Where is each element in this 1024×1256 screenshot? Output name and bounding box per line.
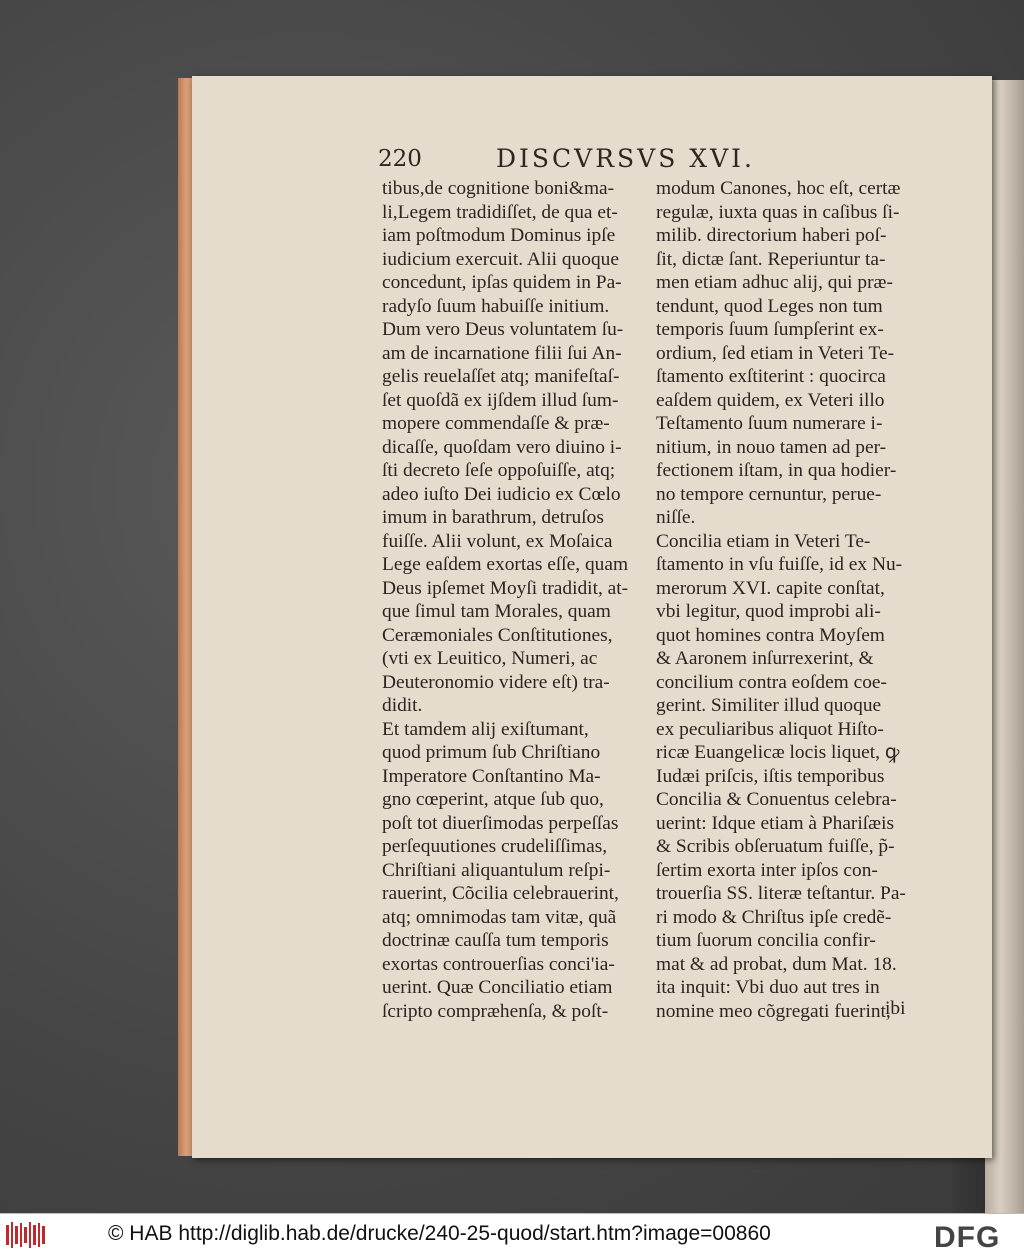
text-line: regulæ, iuxta quas in caſibus ſi- — [656, 201, 900, 223]
text-line: (vti ex Leuitico, Numeri, ac — [382, 648, 598, 669]
text-line: doctrinæ cauſſa tum temporis — [382, 930, 609, 951]
footer-bar — [0, 1213, 1024, 1256]
running-head — [378, 142, 763, 176]
text-line: ri modo & Chriſtus ipſe credẽ- — [656, 906, 892, 928]
text-line: perſequutiones crudeliſſimas, — [382, 836, 608, 857]
text-line: & Scribis obſeruatum fuiſſe, p̃- — [656, 836, 895, 857]
text-line: ſet quoſdã ex ijſdem illud ſum- — [382, 389, 619, 411]
text-line: fuiſſe. Alii volunt, ex Moſaica — [382, 530, 613, 552]
text-line: Concilia & Conuentus celebra- — [656, 789, 897, 810]
text-line: ricæ Euangelicæ locis liquet, ꝙ — [656, 742, 900, 763]
text-line: quod primum ſub Chriſtiano — [382, 742, 601, 763]
text-line: Concilia etiam in Veteri Te- — [656, 530, 871, 552]
text-line: tendunt, quod Leges non tum — [656, 295, 883, 317]
text-line: Imperatore Conſtantino Ma- — [382, 765, 601, 787]
text-line: iudicium exercuit. Alii quoque — [382, 248, 619, 270]
dfg-logo-text: DFG — [934, 1221, 1001, 1251]
text-line: Iudæi priſcis, iſtis temporibus — [656, 765, 885, 787]
text-line: ſertim exorta inter ipſos con- — [656, 859, 878, 881]
text-line: radyſo ſuum habuiſſe initium. — [382, 295, 610, 317]
text-line: niſſe. — [656, 507, 696, 528]
running-title: DISCVRSVS XVI. — [496, 144, 755, 173]
catchword: ibi — [885, 998, 906, 1019]
text-line: Chriſtiani aliquantulum reſpi- — [382, 859, 611, 881]
text-line: ſtamento exſtiterint : quocirca — [656, 366, 886, 387]
text-line: nitium, in nouo tamen ad per- — [656, 436, 887, 458]
text-line: men etiam adhuc alij, qui præ- — [656, 272, 893, 293]
text-line: ex peculiaribus aliquot Hiſto- — [656, 718, 884, 740]
text-line: concedunt, ipſas quidem in Pa- — [382, 272, 622, 293]
text-line: milib. directorium haberi poſ- — [656, 225, 887, 246]
page-number: 220 — [378, 146, 422, 172]
text-line: poſt tot diuerſimodas perpeſſas — [382, 812, 619, 834]
text-line: ita inquit: Vbi duo aut tres in — [656, 977, 880, 998]
text-line: am de incarnatione filii ſui An- — [382, 342, 622, 364]
text-line: vbi legitur, quod improbi ali- — [656, 601, 881, 622]
text-line: temporis ſuum ſumpſerint ex- — [656, 319, 884, 340]
text-line: no tempore cernuntur, perue- — [656, 483, 882, 505]
text-line: quot homines contra Moyſem — [656, 624, 885, 646]
text-line: trouerſia SS. literæ teſtantur. Pa- — [656, 883, 906, 904]
text-line: Dum vero Deus voluntatem ſu- — [382, 319, 624, 340]
text-line: eaſdem quidem, ex Veteri illo — [656, 389, 885, 411]
text-line: ordium, ſed etiam in Veteri Te- — [656, 342, 895, 364]
text-line: que ſimul tam Morales, quam — [382, 601, 611, 622]
text-line: Et tamdem alij exiſtumant, — [382, 718, 589, 740]
text-line: tibus,de cognitione boni&ma- — [382, 178, 615, 199]
footer-copyright-link[interactable]: © HAB http://diglib.hab.de/drucke/240-25-quod/start.htm?image=00860 — [108, 1222, 771, 1245]
text-line: uerint. Quæ Conciliatio etiam — [382, 977, 613, 998]
text-line: Deus ipſemet Moyſi tradidit, at- — [382, 577, 629, 599]
dfg-logo-icon — [934, 1221, 1018, 1251]
text-line: modum Canones, hoc eſt, certæ — [656, 178, 901, 199]
text-line: Teſtamento ſuum numerare i- — [656, 413, 883, 434]
text-line: atq; omnimodas tam vitæ, quã — [382, 906, 617, 928]
text-line: gno cœperint, atque ſub quo, — [382, 789, 604, 810]
text-line: merorum XVI. capite conſtat, — [656, 577, 885, 599]
text-line: ſti decreto ſeſe oppoſuiſſe, atq; — [382, 460, 616, 481]
text-line: gerint. Similiter illud quoque — [656, 695, 882, 716]
text-line: li,Legem tradidiſſet, de qua et- — [382, 201, 618, 223]
text-line: mat & ad probat, dum Mat. 18. — [656, 953, 897, 975]
text-line: & Aaronem inſurrexerint, & — [656, 648, 874, 669]
text-line: fectionem iſtam, in qua hodier- — [656, 460, 897, 481]
text-line: ſcripto compræhenſa, & poſt- — [382, 1000, 609, 1022]
text-line: concilium contra eoſdem coe- — [656, 671, 887, 693]
text-line: rauerint, Cõcilia celebrauerint, — [382, 883, 619, 904]
text-line: tium ſuorum concilia confir- — [656, 930, 876, 951]
text-line: uerint: Idque etiam à Phariſæis — [656, 812, 895, 834]
text-line: dicaſſe, quoſdam vero diuino i- — [382, 436, 622, 458]
text-line: ſtamento in vſu fuiſſe, id ex Nu- — [656, 554, 903, 575]
text-line: didit. — [382, 695, 423, 716]
text-line: iam poſtmodum Dominus ipſe — [382, 225, 616, 246]
text-line: Lege eaſdem exortas eſſe, quam — [382, 554, 629, 575]
left-text-column — [382, 177, 650, 1023]
text-line: Deuteronomio videre eſt) tra- — [382, 671, 610, 693]
text-line: imum in barathrum, detruſos — [382, 507, 604, 528]
text-line: nomine meo cõgregati fuerint, — [656, 1000, 891, 1022]
text-line: exortas controuerſias conci'ia- — [382, 953, 615, 975]
barcode-logo-icon — [6, 1222, 46, 1248]
text-line: mopere commendaſſe & præ- — [382, 413, 610, 434]
right-text-column — [656, 177, 922, 1023]
text-line: Ceræmoniales Conſtitutiones, — [382, 624, 613, 646]
text-line: gelis reuelaſſet atq; manifeſtaſ- — [382, 366, 620, 387]
text-line: adeo iuſto Dei iudicio ex Cœlo — [382, 483, 621, 505]
text-line: ſit, dictæ ſant. Reperiuntur ta- — [656, 248, 886, 270]
